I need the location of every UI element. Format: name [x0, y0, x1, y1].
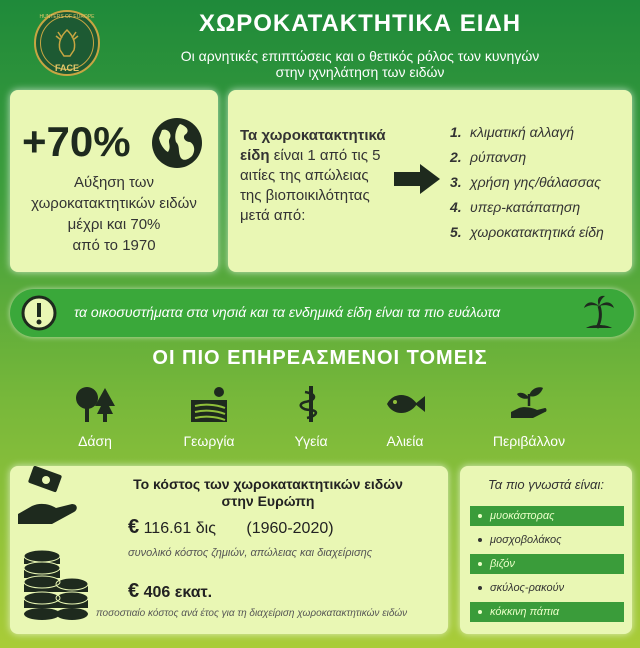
- growth-value: +70%: [22, 118, 131, 165]
- cause-num: 2.: [450, 149, 462, 165]
- field-icon: [187, 384, 231, 424]
- globe-icon: [150, 116, 204, 170]
- cause-label: χωροκατακτητικά είδη: [470, 224, 604, 240]
- growth-line-1: Αύξηση των: [74, 174, 154, 191]
- sector-fishing: [350, 384, 460, 449]
- cost-total-note: συνολικό κόστος ζημιών, απώλειας και διαχείρισης: [128, 547, 373, 559]
- sector-environment: [474, 384, 584, 449]
- cost-total: 116.61 δις: [143, 520, 216, 537]
- euro-sign: €: [128, 516, 140, 538]
- hand-plant-icon: [507, 384, 551, 424]
- growth-line-4: από το 1970: [72, 237, 156, 254]
- cause-label: χρήση γης/θάλασσας: [470, 174, 601, 190]
- subtitle-line-2: στην ιχνηλάτηση των ειδών: [275, 64, 445, 80]
- causes-line-3: αιτίες της απώλειας: [240, 167, 369, 184]
- cause-item-4: [450, 197, 604, 217]
- growth-line-3: μέχρι και 70%: [67, 216, 161, 233]
- logo-face: FACE: [54, 63, 79, 73]
- page-subtitle: [150, 48, 570, 80]
- causes-line-4: της βιοποικιλότητας: [240, 187, 370, 204]
- list-item: [470, 530, 624, 550]
- causes-text-1: είναι 1 από τις 5: [269, 147, 381, 164]
- bullet-icon: [478, 538, 482, 542]
- cost-total-row: [128, 516, 334, 539]
- bullet-icon: [478, 586, 482, 590]
- cost-yearly-row: [128, 580, 212, 603]
- fish-icon: [383, 384, 427, 424]
- hunter-logo-icon: [52, 26, 82, 60]
- cause-num: 3.: [450, 174, 462, 190]
- page-title: ΧΩΡΟΚΑΤΑΚΤΗΤΙΚΑ ΕΙΔΗ: [198, 10, 522, 37]
- known-species-title: Τα πιο γνωστά είναι:: [488, 477, 604, 492]
- arrow-right-icon: [392, 162, 442, 196]
- causes-text: [240, 126, 410, 226]
- species-label: μοσχοβολάκος: [490, 534, 562, 546]
- trees-icon: [73, 384, 117, 424]
- cause-num: 4.: [450, 199, 462, 215]
- sector-label: Περιβάλλον: [492, 433, 566, 449]
- cost-title-line-1: Το κόστος των χωροκατακτητικών ειδών: [133, 476, 403, 492]
- sectors-heading: ΟΙ ΠΙΟ ΕΠΗΡΕΑΣΜΕΝΟΙ ΤΟΜΕΙΣ: [152, 347, 488, 369]
- caduceus-icon: [289, 384, 333, 424]
- bullet-icon: [478, 514, 482, 518]
- cause-label: κλιματική αλλαγή: [470, 124, 574, 140]
- euro-sign: €: [128, 580, 140, 602]
- subtitle-line-1: Οι αρνητικές επιπτώσεις και ο θετικός ρόλος των κυνηγών: [180, 48, 540, 64]
- coin-stack-icon: [18, 540, 94, 628]
- cost-yearly-note: ποσοστιαίο κόστος ανά έτος για τη διαχείριση χωροκατακτητικών ειδών: [96, 608, 408, 619]
- cause-item-5: [450, 222, 604, 242]
- cost-title-line-2: στην Ευρώπη: [221, 493, 315, 509]
- cause-item-2: [450, 147, 604, 167]
- species-label: κόκκινη πάπια: [490, 606, 560, 618]
- growth-description: [14, 172, 214, 256]
- sector-label: Δάση: [78, 433, 112, 449]
- sector-agriculture: [154, 384, 264, 449]
- hand-money-icon: [16, 466, 82, 532]
- causes-bold-1: Τα χωροκατακτητικά: [240, 127, 386, 144]
- bullet-icon: [478, 562, 482, 566]
- causes-line-5: μετά από:: [240, 207, 306, 224]
- cause-item-3: [450, 172, 604, 192]
- causes-list: [450, 122, 604, 242]
- species-label: βιζόν: [490, 558, 515, 570]
- cause-num: 1.: [450, 124, 462, 140]
- cost-title: [118, 476, 418, 510]
- cause-num: 5.: [450, 224, 462, 240]
- exclamation-icon: [20, 294, 58, 332]
- list-item: [470, 578, 624, 598]
- species-label: μυοκάστορας: [490, 510, 555, 522]
- cause-item-1: [450, 122, 604, 142]
- bullet-icon: [478, 610, 482, 614]
- species-label: σκύλος-ρακούν: [490, 582, 565, 594]
- cost-yearly: 406 εκατ.: [143, 584, 213, 601]
- cause-label: ρύπανση: [470, 149, 527, 165]
- palm-tree-icon: [580, 294, 618, 332]
- list-item: [470, 554, 624, 574]
- alert-text: τα οικοσυστήματα στα νησιά και τα ενδημικά είδη είναι τα πιο ευάλωτα: [74, 304, 501, 320]
- cost-period: (1960-2020): [246, 520, 334, 537]
- sector-label: Αλιεία: [386, 433, 424, 449]
- list-item: [470, 506, 624, 526]
- sector-label: Γεωργία: [183, 433, 235, 449]
- causes-bold-2: είδη: [240, 147, 270, 164]
- growth-line-2: χωροκατακτητικών ειδών: [31, 195, 197, 212]
- list-item: [470, 602, 624, 622]
- sector-label: Υγεία: [294, 433, 328, 449]
- cause-label: υπερ-κατάπατηση: [470, 199, 581, 215]
- logo-text: HUNTERS OF EUROPE: [39, 14, 95, 20]
- sector-forest: [40, 384, 150, 449]
